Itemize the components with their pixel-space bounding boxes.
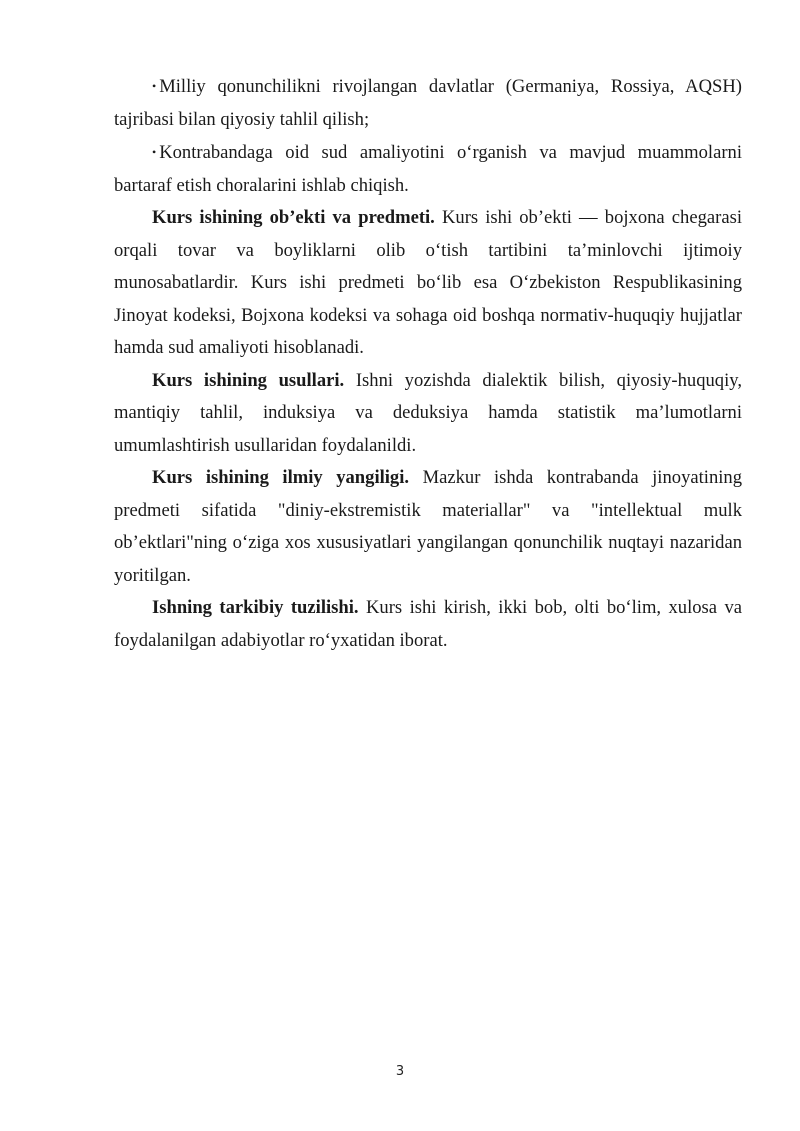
bullet-icon: • bbox=[152, 79, 157, 93]
section-methods bbox=[114, 365, 742, 463]
bullet-text: Kontrabandaga oid sud amaliyotini o‘rganish va mavjud muammolarni bartaraf etish choralarini ishlab chiqish. bbox=[114, 142, 742, 196]
section-structure bbox=[114, 592, 742, 657]
bullet-icon: • bbox=[152, 145, 157, 159]
section-heading: Kurs ishining ilmiy yangiligi. bbox=[152, 467, 410, 488]
section-heading: Ishning tarkibiy tuzilishi. bbox=[152, 597, 359, 618]
section-text: Mazkur ishda kontrabanda jinoyatining predmeti sifatida "diniy-ekstremistik materiallar" va "intellektual mulk ob’ektlari"ning o‘ziga xos xususiyatlari yangilangan qonunchilik nuqtayi nazaridan yoritilgan. bbox=[114, 467, 743, 586]
page-body bbox=[114, 70, 742, 657]
section-text: Kurs ishi ob’ekti — bojxona chegarasi orqali tovar va boyliklarni olib o‘tish tartibini ta’minlovchi ijtimoiy munosabatlardir. Kurs ishi predmeti bo‘lib esa O‘zbekiston Respublikasining Jinoyat kodeksi, Bojxona kodeksi va sohaga oid boshqa normativ-huquqiy hujjatlar hamda sud amaliyoti hisoblanadi. bbox=[114, 207, 743, 358]
bullet-item bbox=[114, 70, 742, 136]
section-object-and-subject bbox=[114, 202, 742, 365]
section-text: Kurs ishi kirish, ikki bob, olti bo‘lim, xulosa va foydalanilgan adabiyotlar ro‘yxatidan iborat. bbox=[114, 597, 743, 651]
section-novelty bbox=[114, 462, 742, 592]
section-heading: Kurs ishining usullari. bbox=[152, 369, 345, 391]
bullet-item bbox=[114, 136, 742, 202]
section-heading: Kurs ishining ob’ekti va predmeti. bbox=[152, 207, 435, 228]
page-number: 3 bbox=[395, 1064, 405, 1079]
section-text: Ishni yozishda dialektik bilish, qiyosiy-huquqiy, mantiqiy tahlil, induksiya va deduksiya hamda statistik ma’lumotlarni umumlashtirish usullaridan foydalanildi. bbox=[114, 369, 742, 456]
bullet-text: Milliy qonunchilikni rivojlangan davlatlar (Germaniya, Rossiya, AQSH) tajribasi bilan qiyosiy tahlil qilish; bbox=[114, 76, 742, 130]
